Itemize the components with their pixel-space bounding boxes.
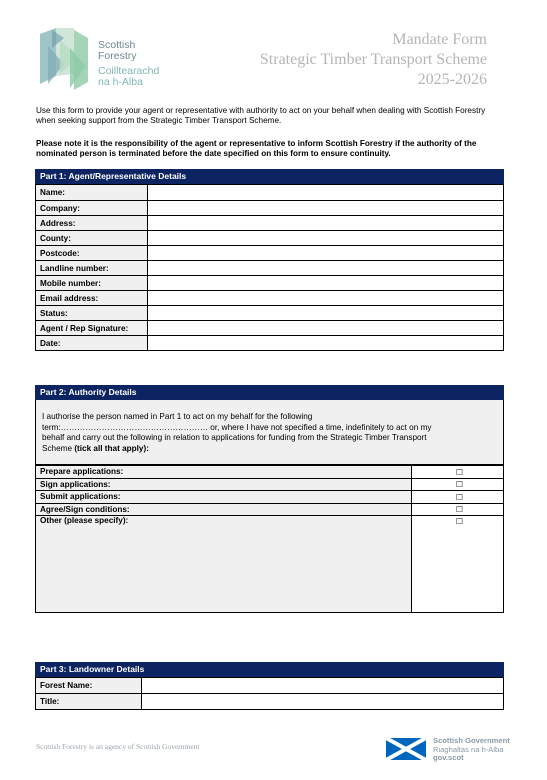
option-label-submit-applications: Submit applications: bbox=[36, 491, 412, 504]
field-input-email-address[interactable] bbox=[148, 291, 504, 306]
gov-wordmark bbox=[433, 737, 510, 763]
field-input-postcode[interactable] bbox=[148, 246, 504, 261]
scottish-government-logo bbox=[386, 737, 511, 763]
option-checkbox-submit-applications[interactable]: ☐ bbox=[412, 491, 504, 504]
field-label-postcode: Postcode: bbox=[36, 246, 148, 261]
table-row bbox=[36, 201, 504, 216]
field-label-status: Status: bbox=[36, 306, 148, 321]
field-label-landline-number: Landline number: bbox=[36, 261, 148, 276]
field-input-mobile-number[interactable] bbox=[148, 276, 504, 291]
field-label-county: County: bbox=[36, 231, 148, 246]
table-row bbox=[36, 276, 504, 291]
part3-section bbox=[35, 662, 504, 710]
part3-table bbox=[35, 677, 504, 710]
table-row bbox=[36, 466, 504, 479]
field-label-agent-rep-signature: Agent / Rep Signature: bbox=[36, 321, 148, 336]
leaf-logo-icon bbox=[34, 26, 94, 94]
field-input-agent-rep-signature[interactable] bbox=[148, 321, 504, 336]
option-checkbox-prepare-applications[interactable]: ☐ bbox=[412, 466, 504, 479]
responsibility-note: Please note it is the responsibility of the agent or representative to inform Scottish Forestry if the authority of the nominated person is terminated before the date specified on this form to ensure continuity. bbox=[36, 139, 477, 158]
table-row bbox=[36, 246, 504, 261]
part3-heading: Part 3: Landowner Details bbox=[35, 662, 504, 677]
title-line1: Mandate Form bbox=[392, 31, 487, 48]
logo-en-line1: Scottish bbox=[98, 39, 136, 51]
table-row bbox=[36, 185, 504, 201]
document-title bbox=[260, 30, 487, 90]
logo-gd-line2: na h-Alba bbox=[98, 76, 143, 88]
table-row bbox=[36, 291, 504, 306]
footer-agency-text: Scottish Forestry is an agency of Scottish Government bbox=[36, 742, 200, 751]
field-input-address[interactable] bbox=[148, 216, 504, 231]
field-label-date: Date: bbox=[36, 336, 148, 351]
option-label-agree-sign-conditions: Agree/Sign conditions: bbox=[36, 503, 412, 516]
title-line3: 2025-2026 bbox=[417, 71, 487, 88]
field-input-company[interactable] bbox=[148, 201, 504, 216]
field-input-status[interactable] bbox=[148, 306, 504, 321]
logo-en-line2: Forestry bbox=[98, 50, 137, 62]
table-row bbox=[36, 516, 504, 613]
statement-line1: I authorise the person named in Part 1 to act on my behalf for the following bbox=[42, 412, 313, 421]
statement-line3: behalf and carry out the following in relation to applications for funding from the Strategic Timber Transport bbox=[42, 433, 427, 442]
part2-section bbox=[35, 385, 504, 613]
table-row bbox=[36, 261, 504, 276]
option-checkbox-agree-sign-conditions[interactable]: ☐ bbox=[412, 503, 504, 516]
field-input-forest-name[interactable] bbox=[142, 678, 504, 694]
field-input-county[interactable] bbox=[148, 231, 504, 246]
part1-table bbox=[35, 184, 504, 351]
option-checkbox-sign-applications[interactable]: ☐ bbox=[412, 478, 504, 491]
gov-line2: Riaghaltas na h-Alba bbox=[433, 744, 504, 754]
part1-heading: Part 1: Agent/Representative Details bbox=[35, 169, 504, 184]
part2-options-table bbox=[35, 465, 504, 613]
table-row bbox=[36, 321, 504, 336]
option-label-other-please-specify: Other (please specify): bbox=[36, 516, 412, 613]
title-line2: Strategic Timber Transport Scheme bbox=[259, 51, 487, 68]
field-input-title[interactable] bbox=[142, 694, 504, 710]
field-label-mobile-number: Mobile number: bbox=[36, 276, 148, 291]
table-row bbox=[36, 503, 504, 516]
field-label-address: Address: bbox=[36, 216, 148, 231]
field-label-forest-name: Forest Name: bbox=[36, 678, 142, 694]
statement-line4-plain: Scheme bbox=[42, 443, 75, 453]
table-row bbox=[36, 678, 504, 694]
table-row bbox=[36, 694, 504, 710]
part1-section bbox=[35, 169, 504, 351]
table-row bbox=[36, 478, 504, 491]
gov-line1: Scottish Government bbox=[433, 736, 510, 745]
table-row bbox=[36, 216, 504, 231]
gov-line3: gov.scot bbox=[433, 753, 464, 762]
statement-line4-bold: (tick all that apply): bbox=[74, 443, 149, 453]
table-row bbox=[36, 491, 504, 504]
logo-gd-line1: Coilltearachd bbox=[98, 65, 160, 77]
option-checkbox-other-please-specify[interactable]: ☐ bbox=[412, 516, 504, 613]
saltire-flag-icon bbox=[386, 738, 426, 760]
option-label-prepare-applications: Prepare applications: bbox=[36, 466, 412, 479]
authority-statement bbox=[35, 400, 504, 465]
logo-wordmark bbox=[98, 40, 159, 88]
table-row bbox=[36, 306, 504, 321]
statement-line4 bbox=[42, 444, 495, 455]
field-label-email-address: Email address: bbox=[36, 291, 148, 306]
field-label-title: Title: bbox=[36, 694, 142, 710]
statement-line2: term:……………………………………………… or, where I have not specified a time, indefinitely to act on my bbox=[42, 422, 432, 432]
field-label-company: Company: bbox=[36, 201, 148, 216]
field-input-name[interactable] bbox=[148, 185, 504, 201]
option-label-sign-applications: Sign applications: bbox=[36, 478, 412, 491]
table-row bbox=[36, 231, 504, 246]
field-label-name: Name: bbox=[36, 185, 148, 201]
table-row bbox=[36, 336, 504, 351]
part2-heading: Part 2: Authority Details bbox=[35, 385, 504, 400]
field-input-date[interactable] bbox=[148, 336, 504, 351]
intro-text: Use this form to provide your agent or representative with authority to act on your behalf when dealing with Scottish Forestry when seeking support from the Strategic Timber Transport Scheme. bbox=[36, 106, 486, 125]
field-input-landline-number[interactable] bbox=[148, 261, 504, 276]
